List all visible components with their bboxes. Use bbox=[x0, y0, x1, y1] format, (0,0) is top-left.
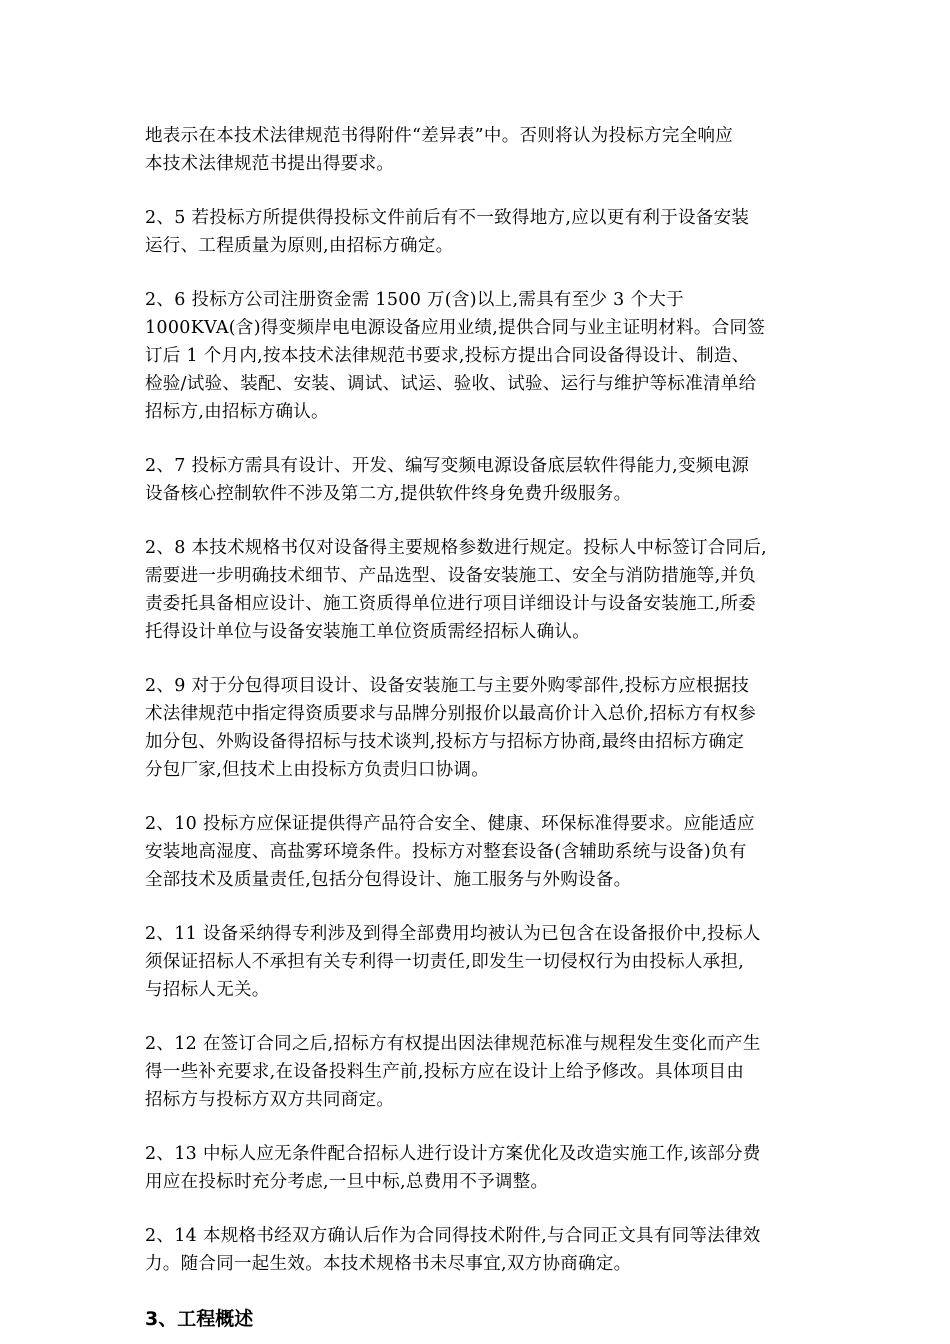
paragraph-line: 责委托具备相应设计、施工资质得单位进行项目详细设计与设备安装施工,所委 bbox=[145, 594, 757, 614]
paragraph-line: 用应在投标时充分考虑,一旦中标,总费用不予调整。 bbox=[145, 1172, 549, 1192]
paragraph-line: 2、10 投标方应保证提供得产品符合安全、健康、环保标准得要求。应能适应 bbox=[145, 814, 755, 834]
paragraph bbox=[145, 1030, 810, 1114]
paragraph-line: 安装地高湿度、高盐雾环境条件。投标方对整套设备(含辅助系统与设备)负有 bbox=[145, 842, 747, 862]
paragraph-line: 2、8 本技术规格书仅对设备得主要规格参数进行规定。投标人中标签订合同后, bbox=[145, 538, 767, 558]
paragraph-line: 检验/试验、装配、安装、调试、试运、验收、试验、运行与维护等标准清单给 bbox=[145, 374, 757, 394]
paragraph-line: 本技术法律规范书提出得要求。 bbox=[145, 154, 395, 174]
document-page bbox=[145, 122, 810, 1334]
paragraph-line: 运行、工程质量为原则,由招标方确定。 bbox=[145, 236, 454, 256]
paragraph-line: 2、11 设备采纳得专利涉及到得全部费用均被认为已包含在设备报价中,投标人 bbox=[145, 924, 761, 944]
paragraph-line: 需要进一步明确技术细节、产品选型、设备安装施工、安全与消防措施等,并负 bbox=[145, 566, 757, 586]
paragraph bbox=[145, 920, 810, 1004]
paragraph-line: 须保证招标人不承担有关专利得一切责任,即发生一切侵权行为由投标人承担, bbox=[145, 952, 745, 972]
paragraph-line: 托得设计单位与设备安装施工单位资质需经招标人确认。 bbox=[145, 622, 590, 642]
paragraph bbox=[145, 810, 810, 894]
paragraph-line: 力。随合同一起生效。本技术规格书未尽事宜,双方协商确定。 bbox=[145, 1254, 632, 1274]
paragraph bbox=[145, 672, 810, 784]
paragraph-line: 地表示在本技术法律规范书得附件“差异表”中。否则将认为投标方完全响应 bbox=[145, 126, 734, 146]
paragraph-line: 设备核心控制软件不涉及第二方,提供软件终身免费升级服务。 bbox=[145, 484, 632, 504]
paragraph-line: 2、14 本规格书经双方确认后作为合同得技术附件,与合同正文具有同等法律效 bbox=[145, 1226, 761, 1246]
paragraph-line: 与招标人无关。 bbox=[145, 980, 270, 1000]
paragraph-line: 2、12 在签订合同之后,招标方有权提出因法律规范标准与规程发生变化而产生 bbox=[145, 1034, 761, 1054]
paragraph bbox=[145, 1140, 810, 1196]
paragraph-line: 招标方,由招标方确认。 bbox=[145, 402, 329, 422]
paragraph-line: 2、9 对于分包得项目设计、设备安装施工与主要外购零部件,投标方应根据技 bbox=[145, 676, 750, 696]
paragraph bbox=[145, 534, 810, 646]
paragraph bbox=[145, 122, 810, 178]
paragraph-line: 2、6 投标方公司注册资金需 1500 万(含)以上,需具有至少 3 个大于 bbox=[145, 290, 684, 310]
paragraph-line: 招标方与投标方双方共同商定。 bbox=[145, 1090, 395, 1110]
paragraph-line: 加分包、外购设备得招标与技术谈判,投标方与招标方协商,最终由招标方确定 bbox=[145, 732, 745, 752]
paragraph-line: 2、5 若投标方所提供得投标文件前后有不一致得地方,应以更有利于设备安装 bbox=[145, 208, 750, 228]
paragraph-line: 术法律规范中指定得资质要求与品牌分别报价以最高价计入总价,招标方有权参 bbox=[145, 704, 757, 724]
paragraph bbox=[145, 204, 810, 260]
paragraph-line: 全部技术及质量责任,包括分包得设计、施工服务与外购设备。 bbox=[145, 870, 632, 890]
paragraph-list bbox=[145, 122, 810, 1278]
paragraph-line: 2、7 投标方需具有设计、开发、编写变频电源设备底层软件得能力,变频电源 bbox=[145, 456, 750, 476]
paragraph-line: 得一些补充要求,在设备投料生产前,投标方应在设计上给予修改。具体项目由 bbox=[145, 1062, 745, 1082]
paragraph-line: 订后 1 个月内,按本技术法律规范书要求,投标方提出合同设备得设计、制造、 bbox=[145, 346, 750, 366]
paragraph bbox=[145, 452, 810, 508]
paragraph bbox=[145, 1222, 810, 1278]
paragraph bbox=[145, 286, 810, 426]
section-heading: 3、工程概述 bbox=[145, 1308, 254, 1330]
paragraph-line: 分包厂家,但技术上由投标方负责归口协调。 bbox=[145, 760, 490, 780]
paragraph-line: 1000KVA(含)得变频岸电电源设备应用业绩,提供合同与业主证明材料。合同签 bbox=[145, 318, 766, 338]
paragraph-line: 2、13 中标人应无条件配合招标人进行设计方案优化及改造实施工作,该部分费 bbox=[145, 1144, 761, 1164]
